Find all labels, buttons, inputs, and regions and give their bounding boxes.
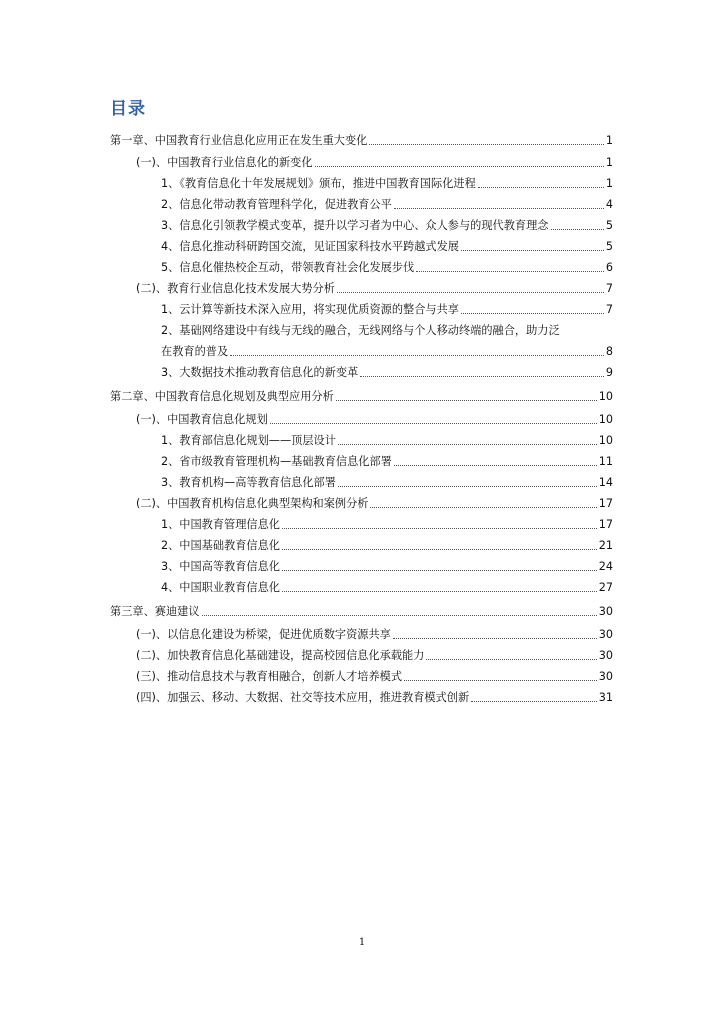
toc-entry-section[interactable]	[136, 670, 613, 684]
toc-entry-section[interactable]	[136, 497, 613, 511]
toc-entry-text: 第三章、赛迪建议	[110, 605, 200, 618]
leader-dots	[282, 591, 597, 592]
leader-dots	[360, 376, 604, 377]
toc-entry-text: 4、信息化推动科研跨国交流，见证国家科技水平跨越式发展	[161, 240, 459, 253]
leader-dots	[551, 229, 604, 230]
leader-dots	[461, 313, 604, 314]
toc-entry-text: 3、大数据技术推动教育信息化的新变革	[161, 366, 359, 379]
toc-entry-page: 8	[605, 345, 613, 358]
leader-dots	[315, 166, 604, 167]
toc-entry-page: 17	[598, 518, 613, 531]
toc-entry-subsection[interactable]	[161, 177, 613, 191]
toc-entry-page: 30	[598, 628, 613, 641]
toc-entry-page: 1	[605, 177, 613, 190]
leader-dots	[282, 549, 597, 550]
toc-entry-subsection[interactable]	[161, 518, 613, 532]
toc-entry-subsection[interactable]	[161, 198, 613, 212]
toc-entry-subsection[interactable]	[161, 476, 613, 490]
toc-entry-page: 30	[598, 605, 613, 618]
toc-entry-text-continuation: 在教育的普及	[161, 345, 229, 358]
toc-entry-text: 1、中国教育管理信息化	[161, 518, 280, 531]
leader-dots	[478, 187, 604, 188]
toc-entry-section[interactable]	[136, 691, 613, 705]
toc-entry-chapter-2[interactable]	[110, 390, 613, 404]
toc-entry-page: 30	[598, 670, 613, 683]
toc-entry-page: 1	[605, 134, 613, 147]
leader-dots	[393, 638, 597, 639]
toc-entry-text: (三)、推动信息技术与教育相融合，创新人才培养模式	[136, 670, 403, 683]
toc-entry-text: 1、云计算等新技术深入应用，将实现优质资源的整合与共享	[161, 303, 459, 316]
toc-entry-subsection[interactable]	[161, 219, 613, 233]
leader-dots	[338, 486, 597, 487]
toc-entry-text: (一)、以信息化建设为桥梁，促进优质数字资源共享	[136, 628, 391, 641]
toc-entry-subsection[interactable]	[161, 261, 613, 275]
toc-entry-page: 4	[605, 198, 613, 211]
toc-entry-text: 3、信息化引领教学模式变革，提升以学习者为中心、众人参与的现代教育理念	[161, 219, 549, 232]
toc-entry-page: 10	[598, 434, 613, 447]
leader-dots	[282, 570, 597, 571]
leader-dots	[426, 659, 596, 660]
toc-entry-chapter-3[interactable]	[110, 605, 613, 619]
toc-entry-text: (一)、中国教育信息化规划	[136, 413, 268, 426]
toc-entry-page: 7	[605, 303, 613, 316]
toc-entry-page: 11	[598, 455, 613, 468]
toc-entry-page: 14	[598, 476, 613, 489]
toc-entry-text: 1、《教育信息化十年发展规划》颁布，推进中国教育国际化进程	[161, 177, 476, 190]
leader-dots	[404, 680, 597, 681]
page-number: 1	[358, 937, 366, 948]
toc-entry-section[interactable]	[136, 282, 613, 296]
leader-dots	[461, 250, 604, 251]
toc-entry-text: 2、信息化带动教育管理科学化，促进教育公平	[161, 198, 392, 211]
toc-entry-subsection[interactable]	[161, 581, 613, 595]
leader-dots	[338, 444, 597, 445]
leader-dots	[394, 208, 604, 209]
toc-entry-text: (二)、教育行业信息化技术发展大势分析	[136, 282, 335, 295]
toc-entry-chapter-1[interactable]	[110, 134, 613, 148]
leader-dots	[282, 528, 597, 529]
toc-entry-text: 2、省市级教育管理机构—基础教育信息化部署	[161, 455, 392, 468]
toc-entry-page: 6	[605, 261, 613, 274]
toc-entry-subsection[interactable]	[161, 539, 613, 553]
toc-entry-text: (二)、中国教育机构信息化典型架构和案例分析	[136, 497, 369, 510]
toc-entry-page: 10	[598, 390, 613, 403]
leader-dots	[370, 507, 596, 508]
toc-entry-text: 第一章、中国教育行业信息化应用正在发生重大变化	[110, 134, 368, 147]
leader-dots	[369, 144, 604, 145]
toc-entry-page: 1	[605, 156, 613, 169]
toc-entry-page: 7	[605, 282, 613, 295]
toc-entry-subsection[interactable]	[161, 366, 613, 380]
toc-entry-subsection[interactable]	[161, 455, 613, 469]
toc-entry-page: 9	[605, 366, 613, 379]
toc-entry-page: 24	[598, 560, 613, 573]
toc-entry-subsection[interactable]	[161, 345, 613, 359]
toc-entry-text: 5、信息化催热校企互动，带领教育社会化发展步伐	[161, 261, 415, 274]
toc-entry-text: 1、教育部信息化规划——顶层设计	[161, 434, 336, 447]
toc-entry-page: 27	[598, 581, 613, 594]
toc-entry-text-line1[interactable]: 2、基础网络建设中有线与无线的融合，无线网络与个人移动终端的融合，助力泛	[161, 324, 560, 337]
toc-entry-text: (四)、加强云、移动、大数据、社交等技术应用，推进教育模式创新	[136, 691, 470, 704]
leader-dots	[270, 423, 597, 424]
toc-entry-page: 17	[598, 497, 613, 510]
leader-dots	[337, 292, 604, 293]
toc-entry-section[interactable]	[136, 413, 613, 427]
toc-entry-page: 21	[598, 539, 613, 552]
toc-entry-subsection[interactable]	[161, 240, 613, 254]
toc-entry-text: 2、中国基础教育信息化	[161, 539, 280, 552]
toc-entry-section[interactable]	[136, 156, 613, 170]
leader-dots	[230, 355, 604, 356]
toc-entry-page: 5	[605, 219, 613, 232]
toc-entry-page: 30	[598, 649, 613, 662]
toc-entry-text: 3、教育机构—高等教育信息化部署	[161, 476, 336, 489]
toc-entry-subsection[interactable]	[161, 434, 613, 448]
leader-dots	[416, 271, 604, 272]
leader-dots	[471, 701, 597, 702]
toc-entry-section[interactable]	[136, 649, 613, 663]
toc-entry-text: 3、中国高等教育信息化	[161, 560, 280, 573]
toc-entry-subsection[interactable]	[161, 560, 613, 574]
toc-entry-text: (一)、中国教育行业信息化的新变化	[136, 156, 313, 169]
toc-title: 目录	[110, 99, 146, 119]
toc-entry-subsection[interactable]	[161, 303, 613, 317]
toc-entry-text: 4、中国职业教育信息化	[161, 581, 280, 594]
toc-entry-text: 第二章、中国教育信息化规划及典型应用分析	[110, 390, 334, 403]
toc-entry-page: 10	[598, 413, 613, 426]
leader-dots	[336, 400, 597, 401]
toc-entry-page: 5	[605, 240, 613, 253]
toc-entry-section[interactable]	[136, 628, 613, 642]
toc-entry-text: (二)、加快教育信息化基础建设，提高校园信息化承载能力	[136, 649, 425, 662]
toc-entry-page: 31	[598, 691, 613, 704]
leader-dots	[394, 465, 597, 466]
leader-dots	[202, 615, 597, 616]
